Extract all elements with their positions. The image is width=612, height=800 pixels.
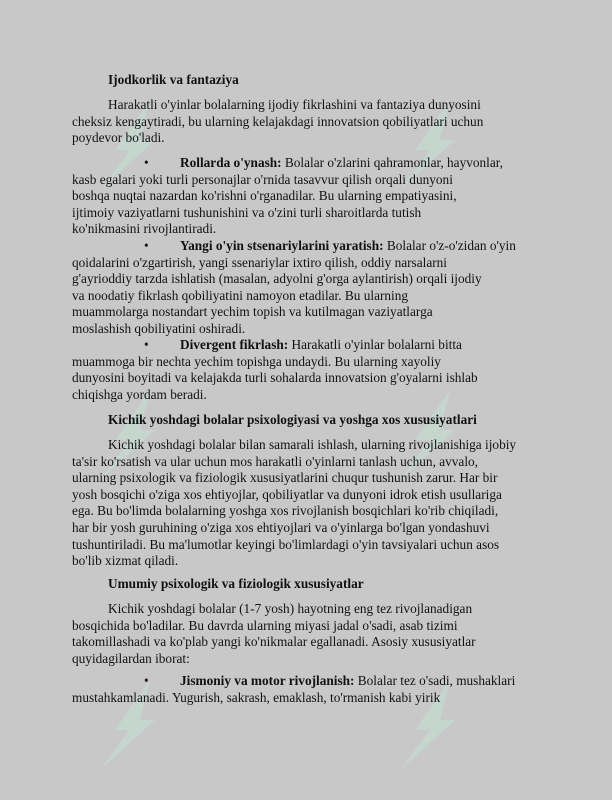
paragraph-creativity (72, 97, 540, 147)
line: mustahkamlanadi. Yugurish, sakrash, emaklash, to'rmanish kabi yirik (72, 689, 441, 705)
line: ularning psixologik va fiziologik xususiyatlarini chuqur tushunish zarur. Har bir (72, 470, 498, 486)
line: har bir yosh guruhining o'ziga xos ehtiyojlari va o'yinlarga bo'lgan yondashuvi (72, 519, 490, 535)
line: quyidagilardan iborat: (72, 650, 190, 666)
line: boshqa nuqtai nazardan ko'rishni o'rganadilar. Bu ularning empatiyasini, (72, 188, 457, 204)
bullet-physical-development (72, 673, 540, 706)
bullet-title: Rollarda o'ynash: (180, 155, 282, 170)
line: chiqishga yordam beradi. (72, 386, 207, 402)
line: g'ayrioddiy tarzda ishlatish (masalan, adyolni g'orga aylantirish) orqali ijodiy (72, 271, 482, 287)
line: poydevor bo'ladi. (72, 130, 165, 146)
heading-child-psychology: Kichik yoshdagi bolalar psixologiyasi va yoshga xos xususiyatlari (108, 412, 477, 427)
line: tushuntiriladi. Bu ma'lumotlar keyingi bo'limlardagi o'yin tavsiyalari uchun asos (72, 536, 500, 552)
heading-general-features: Umumiy psixologik va fiziologik xususiyatlar (108, 576, 364, 591)
bullet-text: Bolalar tez o'sadi, mushaklari (354, 673, 516, 688)
bullet-icon: • (144, 238, 149, 253)
heading-creativity: Ijodkorlik va fantaziya (108, 72, 239, 87)
line: cheksiz kengaytiradi, bu ularning kelajakdagi innovatsion qobiliyatlari uchun (72, 113, 484, 129)
bullet-text: Bolalar o'zlarini qahramonlar, hayvonlar, (281, 155, 503, 170)
bullet-title: Yangi o'yin stsenariylarini yaratish: (180, 238, 384, 253)
line: muammoga bir nechta yechim topishga undaydi. Bu ularning xayoliy (72, 353, 441, 369)
bullet-title: Jismoniy va motor rivojlanish: (180, 673, 355, 688)
line: kasb egalari yoki turli personajlar o'rnida tasavvur qilish orqali dunyoni (72, 171, 453, 187)
line: bosqichida bo'ladilar. Bu davrda ularning miyasi jadal o'sadi, asab tizimi (72, 617, 458, 633)
bullet-text: Bolalar o'z-o'zidan o'yin (383, 238, 516, 253)
bullet-divergent-thinking (72, 337, 540, 403)
line: bo'lib xizmat qiladi. (72, 553, 179, 569)
line: ko'nikmasini rivojlantiradi. (72, 221, 217, 237)
bullet-text: Harakatli o'yinlar bolalarni bitta (288, 337, 462, 352)
bullet-role-play (72, 155, 540, 238)
line: muammolarga nostandart yechim topish va kutilmagan vaziyatlarga (72, 304, 433, 320)
line: Harakatli o'yinlar bolalarning ijodiy fikrlashini va fantaziya dunyosini (108, 97, 481, 112)
line: ta'sir ko'rsatish va ular uchun mos harakatli o'yinlarni tanlash uchun, avvalo, (72, 453, 478, 469)
line: dunyosini boyitadi va kelajakda turli sohalarda innovatsion g'oyalarni ishlab (72, 370, 478, 386)
line: qoidalarini o'zgartirish, yangi ssenariylar ixtiro qilish, oddiy narsalarni (72, 254, 447, 270)
paragraph-child-psychology (72, 437, 540, 570)
line: va noodatiy fikrlash qobiliyatini namoyon etadilar. Bu ularning (72, 287, 409, 303)
line: yosh bosqichi o'ziga xos ehtiyojlar, qobiliyatlar va dunyoni idrok etish usullariga (72, 486, 502, 502)
bullet-icon: • (144, 337, 149, 352)
bullet-new-scenarios (72, 238, 540, 338)
bullet-icon: • (144, 155, 149, 170)
line: ega. Bu bo'limda bolalarning yoshga xos rivojlanish bosqichlari ko'rib chiqiladi, (72, 503, 499, 519)
line: Kichik yoshdagi bolalar (1-7 yosh) hayotning eng tez rivojlanadigan (108, 601, 473, 616)
bullet-icon: • (144, 673, 149, 688)
bullet-title: Divergent fikrlash: (180, 337, 289, 352)
line: takomillashadi va ko'plab yangi ko'nikmalar egallanadi. Asosiy xususiyatlar (72, 634, 476, 650)
line: Kichik yoshdagi bolalar bilan samarali ishlash, ularning rivojlanishiga ijobiy (108, 437, 517, 452)
line: moslashish qobiliyatini oshiradi. (72, 320, 246, 336)
paragraph-general-features (72, 601, 540, 667)
line: ijtimoiy vaziyatlarni tushunishini va o'zini turli sharoitlarda tutish (72, 204, 422, 220)
